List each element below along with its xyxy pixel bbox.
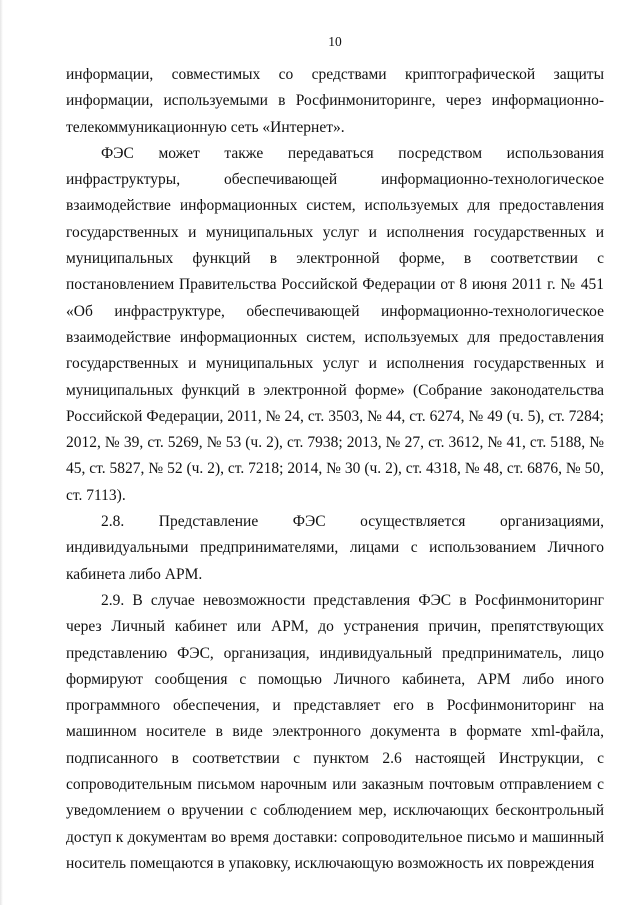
paragraph-continuation: информации, совместимых со средствами криптографической защиты информации, используемыми в Росфинмониторинге, через информационно-телекоммуникационную сеть «Интернет». bbox=[66, 66, 604, 136]
paragraph-2-8: 2.8. Представление ФЭС осуществляется организациями, индивидуальными предпринимателями, лицами с использованием Личного кабинета либо АРМ. bbox=[66, 513, 604, 583]
page-number: 10 bbox=[328, 34, 342, 49]
paragraph-2-9: 2.9. В случае невозможности представления ФЭС в Росфинмониторинг через Личный кабинет или АРМ, до устранения причин, препятствующих представлению ФЭС, организация, индивидуальный предприниматель, лицо формируют сообщения с помощью Личного кабинета, АРМ либо иного программного обеспечения, и представляет его в Росфинмониторинг на машинном носителе в виде электронного документа в формате xml-файла, подписанного в соответствии с пунктом 2.6 настоящей Инструкции, с сопроводительным письмом нарочным или заказным почтовым отправлением с уведомлением о вручении с соблюдением мер, исключающих бесконтрольный доступ к документам во время доставки: сопроводительное письмо и машинный носитель помещаются в упаковку, исключающую возможность их повреждения bbox=[66, 591, 604, 872]
scan-edge bbox=[0, 0, 3, 905]
paragraph-fes-infrastructure: ФЭС может также передаваться посредством использования инфраструктуры, обеспечивающей информационно-технологическое взаимодействие информационных систем, используемых для предоставления государственных и муниципальных услуг и исполнения государственных и муниципальных функций в электронной форме, в соответствии с постановлением Правительства Российской Федерации от 8 июня 2011 г. № 451 «Об инфраструктуре, обеспечивающей информационно-технологическое взаимодействие информационных систем, используемых для предоставления государственных и муниципальных услуг и исполнения государственных и муниципальных функций в электронной форме» (Собрание законодательства Российской Федерации, 2011, № 24, ст. 3503, № 44, ст. 6274, № 49 (ч. 5), ст. 7284; 2012, № 39, ст. 5269, № 53 (ч. 2), ст. 7938; 2013, № 27, ст. 3612, № 41, ст. 5188, № 45, ст. 5827, № 52 (ч. 2), ст. 7218; 2014, № 30 (ч. 2), ст. 4318, № 48, ст. 6876, № 50, ст. 7113). bbox=[66, 144, 604, 504]
